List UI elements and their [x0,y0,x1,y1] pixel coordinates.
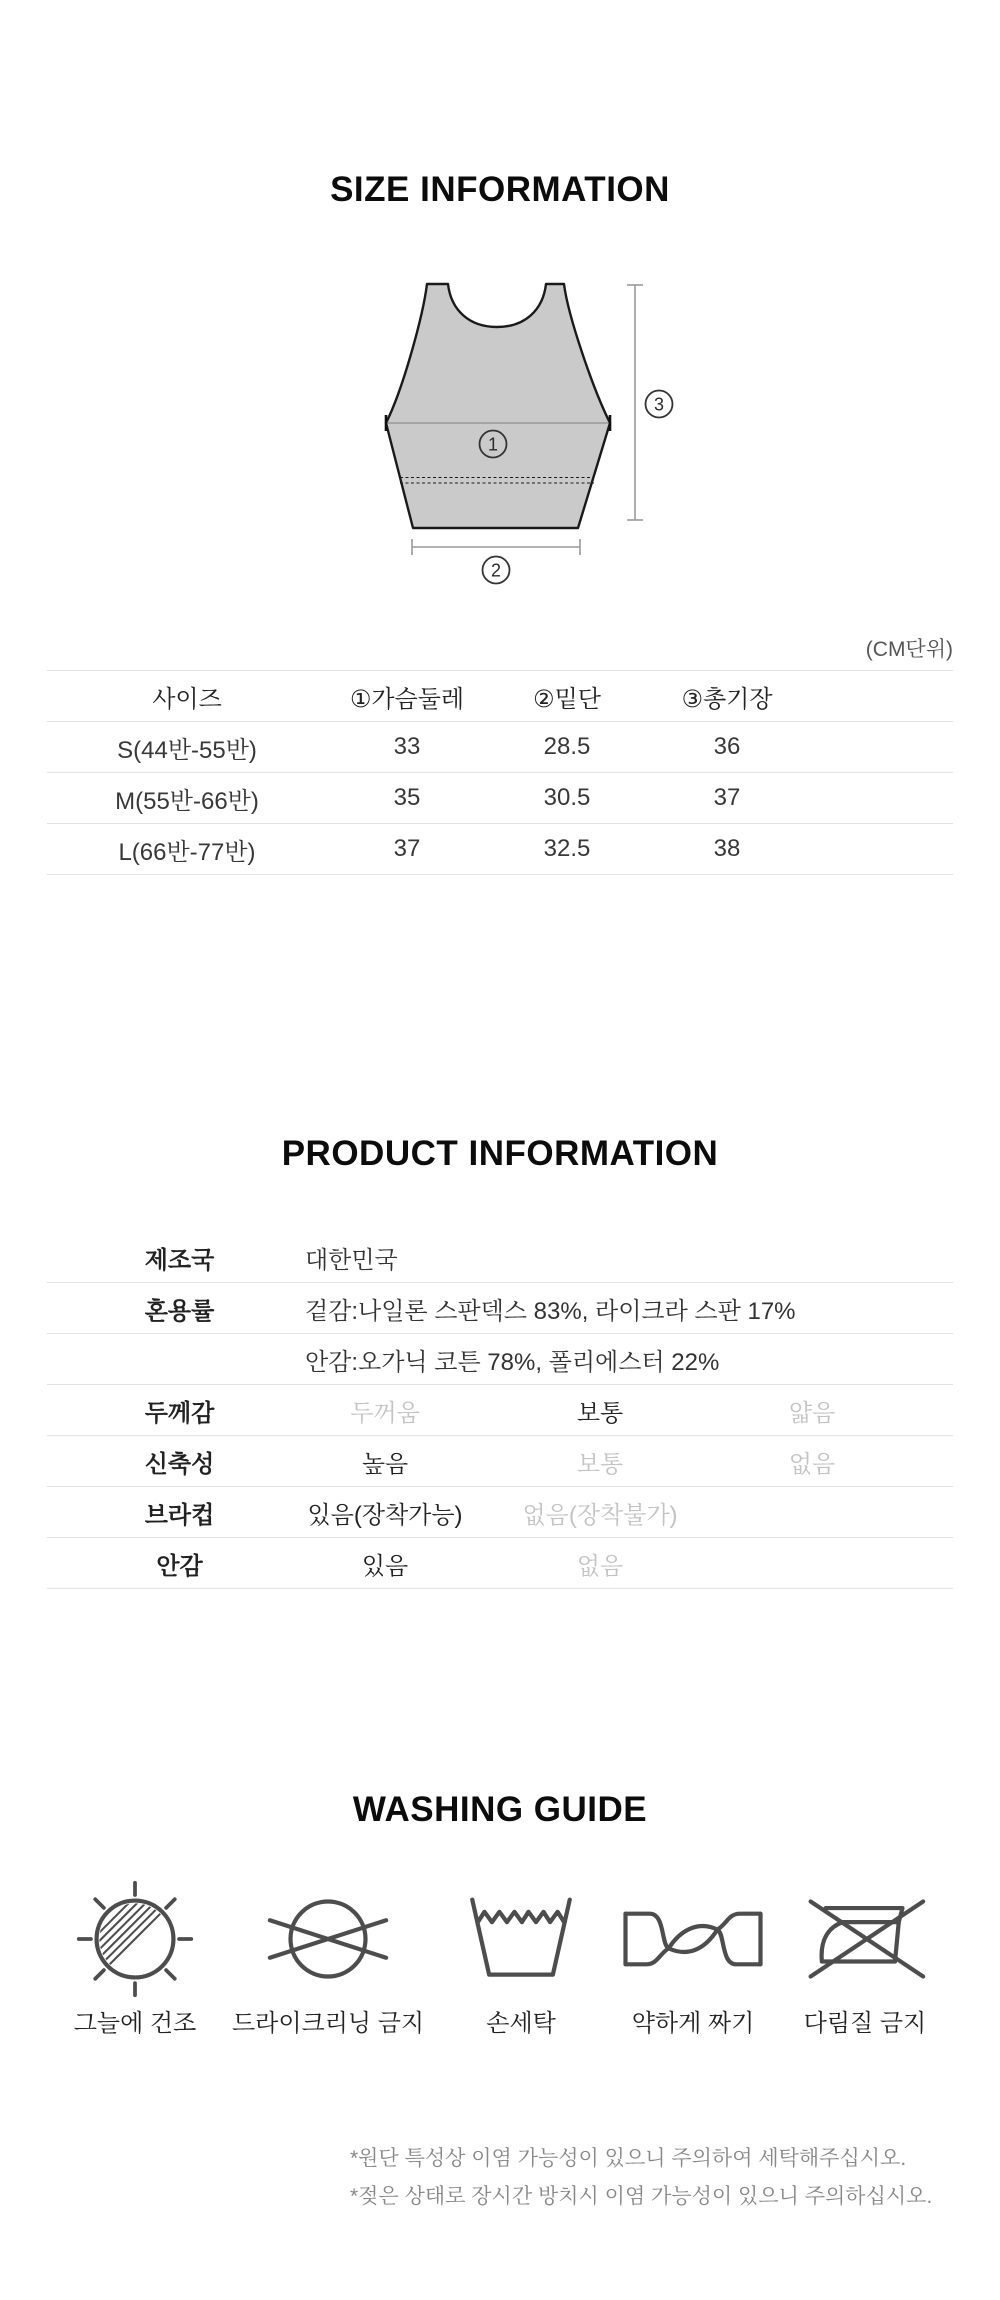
wash-item-hand-wash [446,1879,596,2038]
care-note-line: *젖은 상태로 장시간 방치시 이염 가능성이 있으니 주의하십시오. [350,2185,933,2208]
wash-label: 드라이크리닝 금지 [231,2010,425,2037]
dry-in-shade-icon [60,1879,210,1999]
hem-cell: 32.5 [487,824,647,875]
washing-section-title: WASHING GUIDE [352,1790,648,1829]
row-value: 대한민국 [305,1246,398,1274]
wash-item-no-dry-cleaning [232,1879,424,2038]
product-row-fabric-mix-lining [47,1334,953,1385]
row-label: 브라컵 [144,1501,215,1529]
option-medium: 보통 [576,1399,624,1427]
marker-3-length [646,391,673,418]
row-label: 안감 [156,1552,203,1580]
option-none: 없음 [788,1450,836,1478]
hand-wash-icon [446,1879,596,1999]
product-row-country [47,1232,953,1283]
wash-item-wring-gently [618,1879,768,2038]
table-row [47,722,953,773]
marker-2-hem [483,557,510,584]
size-table [47,670,953,875]
row-label: 혼용률 [144,1297,215,1325]
size-cell: L(66반-77반) [47,824,327,875]
svg-text:3: 3 [653,394,665,415]
washing-icons-row [60,1879,940,2038]
no-ironing-icon [790,1879,940,1999]
product-row-lining [47,1538,953,1589]
row-label: 제조국 [144,1246,215,1274]
table-row [47,824,953,875]
wash-item-dry-in-shade [60,1879,210,2038]
row-value: 겉감:나일론 스판덱스 83%, 라이크라 스판 17% [305,1297,796,1325]
wash-label: 손세탁 [486,2010,556,2037]
no-dry-cleaning-icon [253,1879,403,1999]
size-cell: S(44반-55반) [47,722,327,773]
option-lining-no: 없음 [576,1552,624,1580]
col-header-hem: ②밑단 [487,671,647,722]
col-header-size: 사이즈 [47,671,327,722]
table-row [47,773,953,824]
hem-cell: 28.5 [487,722,647,773]
chest-cell: 33 [327,722,487,773]
svg-text:2: 2 [490,560,502,581]
product-section-title: PRODUCT INFORMATION [281,1134,719,1173]
hem-cell: 30.5 [487,773,647,824]
length-cell: 36 [647,722,807,773]
care-notes [350,2140,932,2216]
option-high: 높음 [361,1450,409,1478]
garment-size-diagram-icon [375,255,685,590]
wash-item-no-ironing [790,1879,940,2038]
option-medium: 보통 [576,1450,624,1478]
col-header-length: ③총기장 [647,671,807,722]
product-row-fabric-mix-outer [47,1283,953,1334]
option-thick: 두꺼움 [350,1399,420,1427]
wash-label: 약하게 짜기 [631,2010,755,2037]
product-row-stretch [47,1436,953,1487]
wash-label: 그늘에 건조 [73,2010,197,2037]
product-row-thickness [47,1385,953,1436]
row-value: 안감:오가닉 코튼 78%, 폴리에스터 22% [305,1348,720,1376]
option-thin: 얇음 [788,1399,836,1427]
length-cell: 38 [647,824,807,875]
option-lining-yes: 있음 [361,1552,409,1580]
wash-label: 다림질 금지 [803,2010,927,2037]
size-table-header-row [47,671,953,722]
col-header-chest: ①가슴둘레 [327,671,487,722]
cm-unit-note: (CM단위) [865,638,953,661]
size-section-title: SIZE INFORMATION [330,170,670,209]
chest-cell: 35 [327,773,487,824]
row-label [47,1334,312,1384]
product-row-bracup [47,1487,953,1538]
wring-gently-icon [618,1879,768,1999]
svg-text:1: 1 [487,434,499,455]
chest-cell: 37 [327,824,487,875]
option-bracup-no: 없음(장착불가) [522,1501,678,1529]
row-label: 신축성 [144,1450,215,1478]
length-cell: 37 [647,773,807,824]
product-info-table [47,1232,953,1589]
care-note-line: *원단 특성상 이염 가능성이 있으니 주의하여 세탁해주십시오. [350,2147,907,2170]
size-cell: M(55반-66반) [47,773,327,824]
row-label: 두께감 [144,1399,215,1427]
option-bracup-yes: 있음(장착가능) [307,1501,463,1529]
